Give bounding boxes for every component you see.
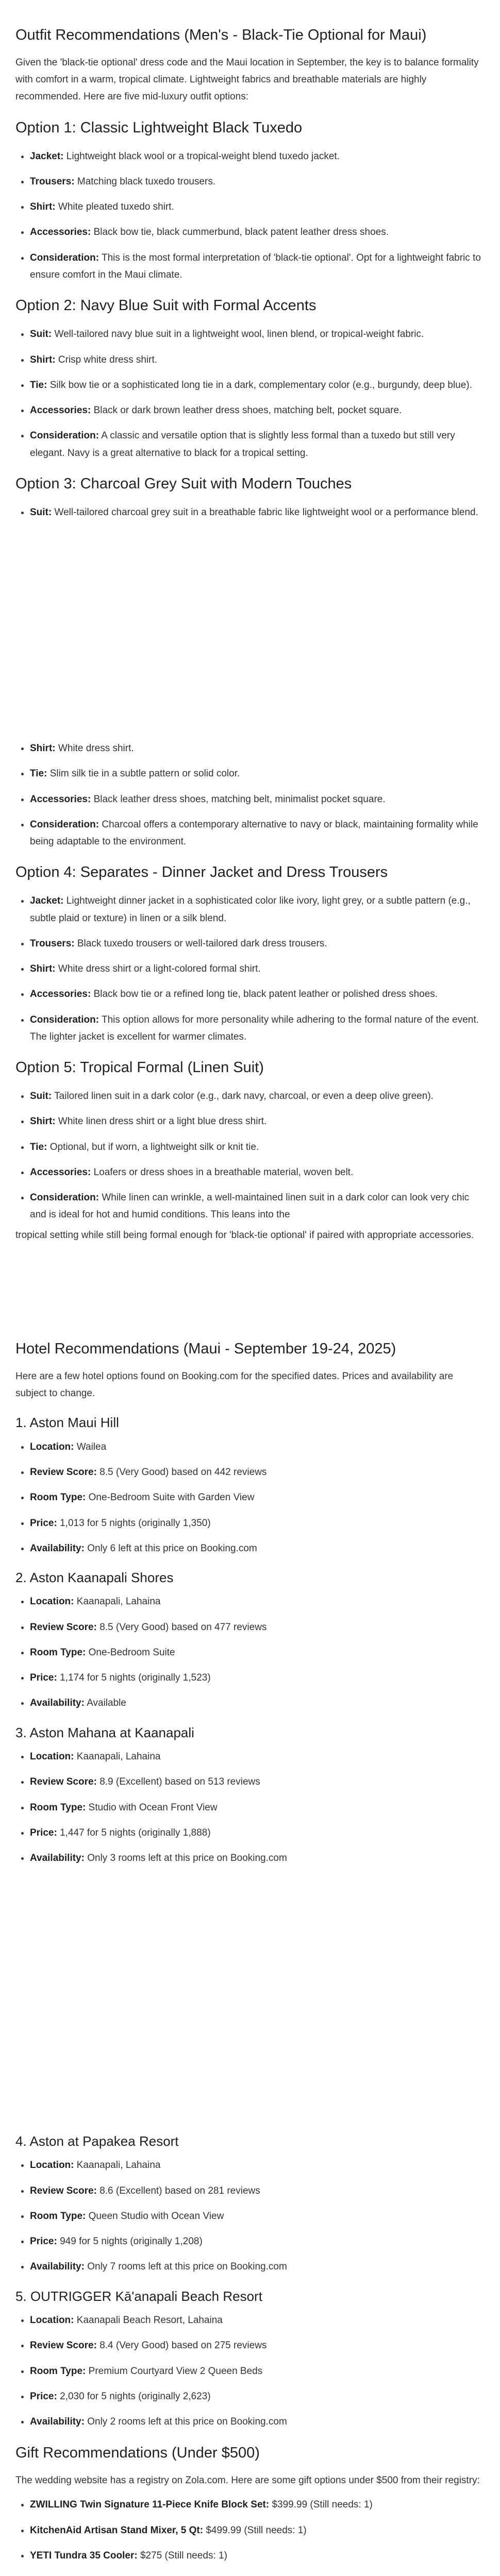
gift-title: Gift Recommendations (Under $500) (15, 2445, 260, 2462)
option-4-list (15, 892, 485, 1045)
list-item: • Availability: Only 3 rooms left at this price on Booking.com (30, 1850, 485, 1867)
list-item: • Room Type: Premium Courtyard View 2 Queen Beds (30, 2363, 485, 2380)
list-item: • Availability: Only 7 rooms left at this price on Booking.com (30, 2258, 485, 2275)
list-item: • Consideration: While linen can wrinkle, a well-maintained linen suit in a dark color can look very chic and is ideal for hot and humid conditions. This leans into the (30, 1189, 485, 1224)
list-item (30, 2572, 485, 2576)
list-item: • Shirt: White dress shirt. (30, 740, 485, 757)
option-2-list (15, 326, 485, 462)
list-item: • Location: Kaanapali, Lahaina (30, 1748, 485, 1765)
option-3-heading: Option 3: Charcoal Grey Suit with Modern Touches (15, 475, 352, 492)
option-3-list-b (15, 740, 485, 850)
list-item: • Room Type: One-Bedroom Suite with Garden View (30, 1489, 485, 1506)
list-item: • YETI Tundra 35 Cooler: $275 (Still needs: 1) (30, 2547, 485, 2564)
hotel-3-list (15, 1748, 485, 1867)
list-item: • Price: 2,030 for 5 nights (originally 2,623) (30, 2388, 485, 2405)
list-item: • Suit: Well-tailored navy blue suit in a lightweight wool, linen blend, or tropical-weight fabric. (30, 326, 485, 343)
list-item: • Suit: Well-tailored charcoal grey suit in a breathable fabric like lightweight wool or a performance blend. (30, 504, 485, 521)
list-item: • Consideration: This is the most formal interpretation of 'black-tie optional'. Opt for a lightweight fabric to ensure comfort in the Maui climate. (30, 249, 485, 284)
list-item: • Accessories: Black or dark brown leather dress shoes, matching belt, pocket square. (30, 402, 485, 419)
gift-list-a (15, 2496, 485, 2576)
list-item: • Availability: Only 6 left at this price on Booking.com (30, 1540, 485, 1557)
list-item: • Review Score: 8.5 (Very Good) based on 442 reviews (30, 1464, 485, 1481)
option-4-heading: Option 4: Separates - Dinner Jacket and Dress Trousers (15, 864, 388, 881)
hotel-title: Hotel Recommendations (Maui - September 19-24, 2025) (15, 1341, 396, 1357)
hotel-2-list (15, 1593, 485, 1711)
list-item: • Price: 1,013 for 5 nights (originally 1,350) (30, 1515, 485, 1532)
list-item: • Consideration: This option allows for more personality while adhering to the formal nature of the event. The lighter jacket is excellent for warmer climates. (30, 1011, 485, 1046)
list-item: • Room Type: Queen Studio with Ocean View (30, 2208, 485, 2225)
outfit-title: Outfit Recommendations (Men's - Black-Tie Optional for Maui) (15, 27, 427, 43)
option-2-heading: Option 2: Navy Blue Suit with Formal Accents (15, 297, 316, 314)
outfit-continuation: tropical setting while still being formal enough for 'black-tie optional' if paired with appropriate accessories. (15, 1229, 474, 1241)
list-item: • Shirt: White linen dress shirt or a light blue dress shirt. (30, 1113, 485, 1130)
list-item: • Tie: Slim silk tie in a subtle pattern or solid color. (30, 765, 485, 782)
hotel-section-continued (0, 2132, 500, 2576)
list-item: • Room Type: One-Bedroom Suite (30, 1644, 485, 1661)
list-item: • Consideration: A classic and versatile option that is slightly less formal than a tuxedo but still very elegant. Navy is a great alternative to black for a tropical setting. (30, 427, 485, 462)
option-1-heading: Option 1: Classic Lightweight Black Tuxedo (15, 119, 303, 136)
hotel-intro: Here are a few hotel options found on Booking.com for the specified dates. Prices and availability are subject to change. (15, 1370, 454, 1399)
list-item: • Tie: Optional, but if worn, a lightweight silk or knit tie. (30, 1139, 485, 1156)
list-item: • Accessories: Loafers or dress shoes in a breathable material, woven belt. (30, 1164, 485, 1181)
list-item: • Review Score: 8.9 (Excellent) based on 513 reviews (30, 1773, 485, 1790)
list-item: • ZWILLING Twin Signature 11-Piece Knife Block Set: $399.99 (Still needs: 1) (30, 2496, 485, 2513)
gift-intro: The wedding website has a registry on Zola.com. Here are some gift options under $500 from their registry: (15, 2475, 480, 2486)
list-item: • Price: 1,447 for 5 nights (originally 1,888) (30, 1824, 485, 1841)
outfit-section (0, 24, 500, 529)
option-5-list (15, 1088, 485, 1224)
hotel-4-heading: 4. Aston at Papakea Resort (15, 2133, 179, 2149)
list-item: • Consideration: Charcoal offers a contemporary alternative to navy or black, maintaining formality while being adaptable to the environment. (30, 816, 485, 851)
hotel-5-list (15, 2312, 485, 2430)
hotel-4-list (15, 2157, 485, 2275)
list-item: • Availability: Available (30, 1694, 485, 1711)
list-item: • Location: Kaanapali Beach Resort, Lahaina (30, 2312, 485, 2329)
list-item: • Location: Kaanapali, Lahaina (30, 1593, 485, 1610)
list-item: • Accessories: Black bow tie, black cummerbund, black patent leather dress shoes. (30, 224, 485, 241)
list-item: • Tie: Silk bow tie or a sophisticated long tie in a dark, complementary color (e.g., burgundy, deep blue). (30, 377, 485, 394)
hotel-section (0, 1337, 500, 1875)
list-item: • Trousers: Black tuxedo trousers or well-tailored dark dress trousers. (30, 935, 485, 952)
hotel-1-list (15, 1438, 485, 1557)
list-item: • Location: Wailea (30, 1438, 485, 1455)
outfit-intro: Given the 'black-tie optional' dress code and the Maui location in September, the key is to balance formality with comfort in a warm, tropical climate. Lightweight fabrics and breathable materials are highly recommended. Here are five mid-luxury outfit options: (15, 57, 479, 103)
hotel-2-heading: 2. Aston Kaanapali Shores (15, 1570, 174, 1586)
list-item: • Review Score: 8.5 (Very Good) based on 477 reviews (30, 1619, 485, 1636)
list-item: • Suit: Tailored linen suit in a dark color (e.g., dark navy, charcoal, or even a deep olive green). (30, 1088, 485, 1105)
list-item: • Shirt: White dress shirt or a light-colored formal shirt. (30, 960, 485, 977)
hotel-3-heading: 3. Aston Mahana at Kaanapali (15, 1724, 194, 1740)
list-item: • Trousers: Matching black tuxedo trousers. (30, 173, 485, 190)
list-item: • Price: 949 for 5 nights (originally 1,208) (30, 2233, 485, 2250)
list-item: • Shirt: White pleated tuxedo shirt. (30, 198, 485, 215)
hotel-5-heading: 5. OUTRIGGER Kā'anapali Beach Resort (15, 2288, 262, 2304)
hotel-1-heading: 1. Aston Maui Hill (15, 1415, 119, 1431)
list-item: • KitchenAid Artisan Stand Mixer, 5 Qt: $499.99 (Still needs: 1) (30, 2522, 485, 2539)
list-item: • Jacket: Lightweight dinner jacket in a sophisticated color like ivory, light grey, or a subtle pattern (e.g., subtle plaid or texture) in linen or a silk blend. (30, 892, 485, 927)
list-item: • Location: Kaanapali, Lahaina (30, 2157, 485, 2174)
list-item: • Price: 1,174 for 5 nights (originally 1,523) (30, 1669, 485, 1686)
option-5-heading: Option 5: Tropical Formal (Linen Suit) (15, 1059, 264, 1076)
outfit-section-continued (0, 740, 500, 1251)
list-item: • Accessories: Black bow tie or a refined long tie, black patent leather or polished dress shoes. (30, 986, 485, 1003)
list-item: • Accessories: Black leather dress shoes, matching belt, minimalist pocket square. (30, 791, 485, 808)
list-item: • Review Score: 8.6 (Excellent) based on 281 reviews (30, 2182, 485, 2199)
list-item: • Shirt: Crisp white dress shirt. (30, 351, 485, 368)
option-1-list (15, 148, 485, 284)
list-item: • Review Score: 8.4 (Very Good) based on 275 reviews (30, 2337, 485, 2354)
list-item: • Jacket: Lightweight black wool or a tropical-weight blend tuxedo jacket. (30, 148, 485, 165)
list-item: • Availability: Only 2 rooms left at this price on Booking.com (30, 2413, 485, 2430)
option-3-list-a (15, 504, 485, 521)
list-item: • Room Type: Studio with Ocean Front View (30, 1799, 485, 1816)
